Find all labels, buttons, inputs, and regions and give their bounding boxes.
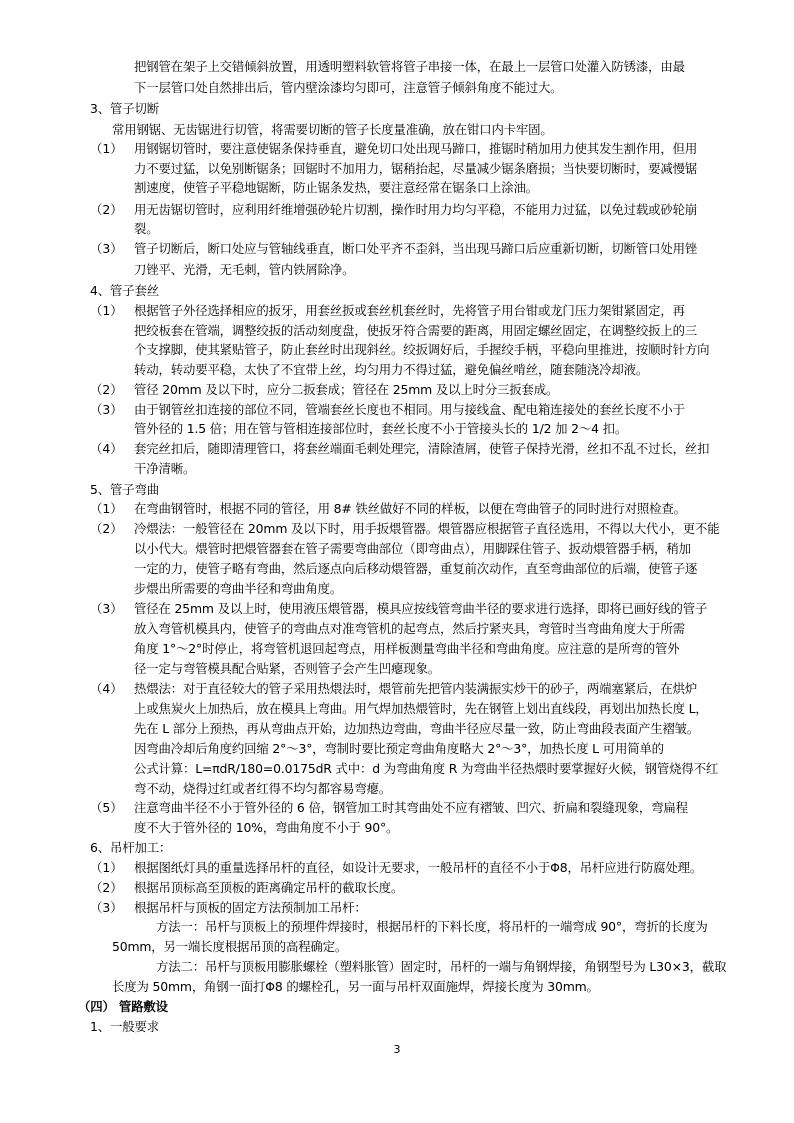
section-3-heading: 3、管子切断 [90,101,159,116]
section-5-heading: 5、管子弯曲 [90,482,159,497]
section-6-heading: 6、吊杆加工： [90,840,172,855]
section-pipe-laying-subheading: 1、一般要求 [90,1019,159,1034]
s5-item-3-line-4: 径一定与弯管模具配合贴紧，否则管子会产生凹瘪现象。 [134,661,441,676]
s6-item-1-number: （1） [90,860,123,875]
s4-item-3-number: （3） [90,402,123,417]
section-3-lead: 常用钢锯、无齿锯进行切管，将需要切断的管子长度量准确，放在钳口内卡牢固。 [112,122,553,137]
s4-item-1-line-4: 转动，转动要平稳，太快了不宜带上丝，均匀用力不得过猛，避免偏丝啃丝，随套随浇冷却液。 [134,362,649,377]
s3-item-3-line-1: 管子切断后，断口处应与管轴线垂直，断口处平齐不歪斜，当出现马蹄口后应重新切断，切断管口处用锉 [134,241,698,256]
s5-item-1-number: （1） [90,501,123,516]
s5-item-2-line-1: 冷煨法：一般管径在 20mm 及以下时，用手扳煨管器。煨管器应根据管子直径选用，不得以大代小，更不能 [134,521,720,536]
s6-method-2-line-1: 方法二：吊杆与顶板用膨胀螺栓（塑料胀管）固定时，吊杆的一端与角钢焊接，角钢型号为 L30×3，截取 [156,959,727,974]
s6-method-2-line-2: 长度为 50mm，角钢一面打Φ8 的螺栓孔，另一面与吊杆双面施焊，焊接长度为 30mm。 [112,979,599,994]
s3-item-1-line-1: 用钢锯切管时，要注意使锯条保持垂直，避免切口处出现马蹄口，推锯时稍加用力使其发生割作用，但用 [134,141,698,156]
s6-item-2-number: （2） [90,880,123,895]
s4-item-1-line-2: 把绞板套在管端，调整绞扳的活动刻度盘，使扳牙符合需要的距离，用固定螺丝固定，在调整绞扳上的三 [134,323,698,338]
s3-item-1-line-2: 力不要过猛，以免别断锯条；回锯时不加用力，锯稍抬起，尽量减少锯条磨损；当快要切断时，要减慢锯 [134,161,698,176]
s4-item-1-line-3: 个支撑脚，使其紧贴管子，防止套丝时出现斜丝。绞扳调好后，手握绞手柄，平稳向里推进，按顺时针方向 [134,342,710,357]
s5-item-2-number: （2） [90,521,123,536]
s5-item-4-number: （4） [90,681,123,696]
s5-item-3-number: （3） [90,601,123,616]
s5-item-5-number: （5） [90,800,123,815]
s5-item-5-line-1: 注意弯曲半径不小于管外径的 6 倍，钢管加工时其弯曲处不应有褶皱、凹穴、折扁和裂缝现象，弯扁程 [134,800,688,815]
s6-item-2-line-1: 根据吊顶标高至顶板的距离确定吊杆的截取长度。 [134,880,404,895]
s5-item-4-line-1: 热煨法：对于直径较大的管子采用热煨法时，煨管前先把管内装满振实炒干的砂子，两端塞紧后，在烘炉 [134,681,698,696]
s5-item-2-line-3: 一定的力，使管子略有弯曲，然后逐点向后移动煨管器，重复前次动作，直至弯曲部位的后端，使管子逐 [134,561,698,576]
s5-item-3-line-1: 管径在 25mm 及以上时，使用液压煨管器，模具应按线管弯曲半径的要求进行选择，即将已画好线的管子 [134,601,708,616]
s5-item-2-line-2: 以小代大。煨管时把煨管器套在管子需要弯曲部位（即弯曲点），用脚踩住管子、扳动煨管器手柄，稍加 [134,541,691,556]
s4-item-4-line-1: 套完丝扣后，随即清理管口，将套丝端面毛刺处理完，清除渣屑，使管子保持光滑，丝扣不乱不过长，丝扣 [134,441,710,456]
s4-item-1-line-1: 根据管子外径选择相应的扳牙，用套丝扳或套丝机套丝时，先将管子用台钳或龙门压力架钳紧固定，再 [134,303,685,318]
s3-item-2-line-2: 裂。 [134,221,159,236]
page-number: 3 [393,1043,401,1056]
intro-line-1: 把钢管在架子上交错倾斜放置，用透明塑料软管将管子串接一体，在最上一层管口处灌入防锈漆，由最 [134,59,685,74]
s5-item-4-line-3: 先在 L 部分上预热，再从弯曲点开始，边加热边弯曲，弯曲半径应尽量一致，防止弯曲段表面产生褶皱。 [134,721,700,736]
s3-item-3-line-2: 刀锉平、光滑，无毛刺，管内铁屑除净。 [134,262,355,277]
s3-item-1-line-3: 割速度，使管子平稳地锯断，防止锯条发热，要注意经常在锯条口上涂油。 [134,180,538,195]
s5-item-4-line-6: 弯不动，烧得过红或者红得不均匀都容易弯瘪。 [134,781,392,796]
s5-item-1-line-1: 在弯曲钢管时，根据不同的管径，用 8# 铁丝做好不同的样板，以便在弯曲管子的同时进行对照检查。 [134,501,686,516]
s3-item-2-number: （2） [90,202,123,217]
s5-item-3-line-3: 角度 1°～2°时停止，将弯管机退回起弯点，用样板测量弯曲半径和弯曲角度。应注意的是所弯的管外 [134,641,680,656]
s5-item-3-line-2: 放入弯管机模具内，使管子的弯曲点对准弯管机的起弯点，然后拧紧夹具，弯管时当弯曲角度大于所需 [134,621,685,636]
s6-method-1-line-2: 50mm，另一端长度根据吊顶的高程确定。 [112,939,348,954]
s5-item-4-line-4: 因弯曲冷却后角度约回缩 2°～3°，弯制时要比预定弯曲角度略大 2°～3°，加热长度 L 可用简单的 [134,741,664,756]
section-pipe-laying-heading: （四） 管路敷设 [78,999,168,1014]
s4-item-2-number: （2） [90,382,123,397]
s3-item-3-number: （3） [90,241,123,256]
s6-item-3-line-1: 根据吊杆与顶板的固定方法预制加工吊杆： [134,900,367,915]
s4-item-4-number: （4） [90,441,123,456]
s5-item-5-line-2: 度不大于管外径的 10%，弯曲角度不小于 90°。 [134,820,399,835]
s6-item-3-number: （3） [90,900,123,915]
s5-item-4-line-2: 上或焦炭火上加热后，放在模具上弯曲。用气焊加热煨管时，先在钢管上划出直线段，再划出加热长度 L， [134,701,708,716]
s5-item-2-line-4: 步煨出所需要的弯曲半径和弯曲角度。 [134,581,343,596]
s4-item-1-number: （1） [90,303,123,318]
s4-item-2-line-1: 管径 20mm 及以下时，应分二扳套成；管径在 25mm 及以上时分三扳套成。 [134,382,559,397]
s3-item-2-line-1: 用无齿锯切管时，应利用纤维增强砂轮片切割，操作时用力均匀平稳，不能用力过猛，以免过载或砂轮崩 [134,202,698,217]
s6-item-1-line-1: 根据图纸灯具的重量选择吊杆的直径，如设计无要求，一般吊杆的直径不小于Φ8，吊杆应进行防腐处理。 [134,860,703,875]
s6-method-1-line-1: 方法一：吊杆与顶板上的预埋件焊接时，根据吊杆的下料长度，将吊杆的一端弯成 90°，弯折的长度为 [156,919,708,934]
section-4-heading: 4、管子套丝 [90,283,159,298]
s4-item-4-line-2: 干净清晰。 [134,461,196,476]
intro-line-2: 下一层管口处自然排出后，管内壁涂漆均匀即可，注意管子倾斜角度不能过大。 [134,80,563,95]
s5-item-4-line-5: 公式计算：L=πdR/180=0.0175dR 式中：d 为弯曲角度 R 为弯曲半径热煨时要掌握好火候，钢管烧得不红 [134,761,719,776]
s3-item-1-number: （1） [90,141,123,156]
s4-item-3-line-2: 管外径的 1.5 倍；用在管与管相连接部位时，套丝长度不小于管接头长的 1/2 加 2～4 扣。 [134,421,628,436]
s4-item-3-line-1: 由于钢管丝扣连接的部位不同，管端套丝长度也不相同。用与接线盒、配电箱连接处的套丝长度不小于 [134,402,685,417]
